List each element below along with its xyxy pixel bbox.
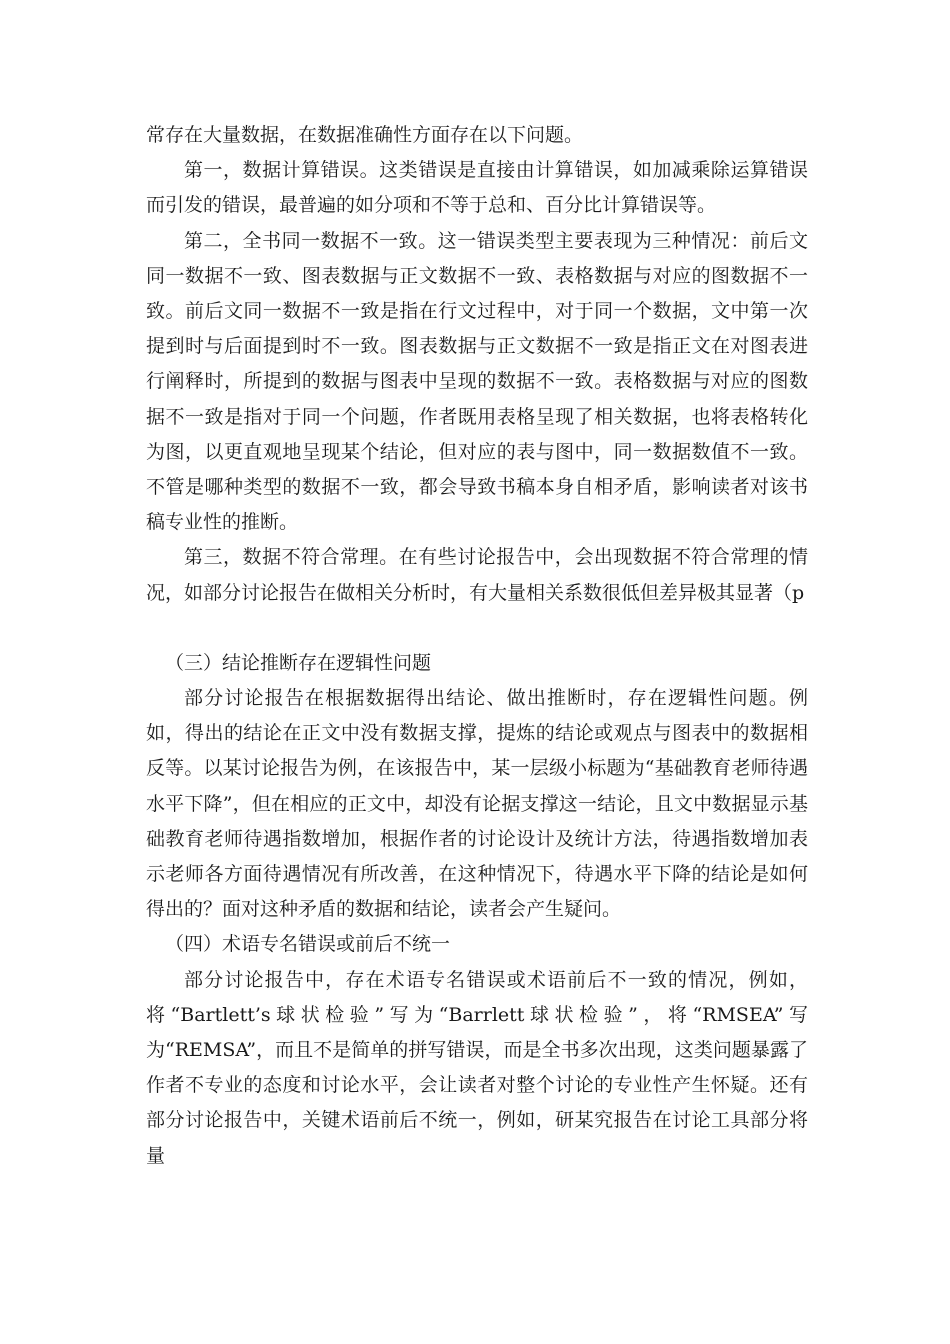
paragraph-logic-issues: 部分讨论报告在根据数据得出结论、做出推断时，存在逻辑性问题。例如，得出的结论在正文中没有数据支撑，提炼的结论或观点与图表中的数据相反等。以某讨论报告为例，在该报告中，某一层级小标题为“基础教育老师待遇水平下降”，但在相应的正文中，却没有论据支撑这一结论，且文中数据显示基础教育老师待遇指数增加，根据作者的讨论设计及统计方法，待遇指数增加表示老师各方面待遇情况有所改善，在这种情况下，待遇水平下降的结论是如何得出的？面对这种矛盾的数据和结论，读者会产生疑问。 <box>146 687 808 921</box>
paragraph-intro-continuation: 常存在大量数据，在数据准确性方面存在以下问题。 <box>146 124 584 146</box>
section-heading-terminology-errors: （四）术语专名错误或前后不统一 <box>165 933 451 956</box>
section-heading-logic-issues: （三）结论推断存在逻辑性问题 <box>165 651 432 674</box>
paragraph-calculation-errors: 第一，数据计算错误。这类错误是直接由计算错误，如加减乘除运算错误而引发的错误，最普遍的如分项和不等于总和、百分比计算错误等。 <box>146 159 808 217</box>
blank-line <box>146 611 808 646</box>
paragraph-data-inconsistency: 第二，全书同一数据不一致。这一错误类型主要表现为三种情况：前后文同一数据不一致、图表数据与正文数据不一致、表格数据与对应的图数据不一致。前后文同一数据不一致是指在行文过程中，对于同一个数据，文中第一次提到时与后面提到时不一致。图表数据与正文数据不一致是指正文在对图表进行阐释时，所提到的数据与图表中呈现的数据不一致。表格数据与对应的图数据不一致是指对于同一个问题，作者既用表格呈现了相关数据，也将表格转化为图，以更直观地呈现某个结论，但对应的表与图中，同一数据数值不一致。不管是哪种类型的数据不一致，都会导致书稿本身自相矛盾，影响读者对该书稿专业性的推断。 <box>146 229 808 534</box>
paragraph-data-unreasonable: 第三，数据不符合常理。在有些讨论报告中，会出现数据不符合常理的情况，如部分讨论报告在做相关分析时，有大量相关系数很低但差异极其显著（p <box>146 546 808 604</box>
paragraph-terminology-errors: 部分讨论报告中，存在术语专名错误或术语前后不一致的情况，例如，将“Bartlett’s球状检验”写为“Barrlett球状检验”，将“RMSEA”写为“REMSA”，而且不是简单的拼写错误，而是全书多次出现，这类问题暴露了作者不专业的态度和讨论水平，会让读者对整个讨论的专业性产生怀疑。还有部分讨论报告中，关键术语前后不统一，例如，研某究报告在讨论工具部分将量 <box>146 968 808 1167</box>
document-page <box>146 118 808 1174</box>
